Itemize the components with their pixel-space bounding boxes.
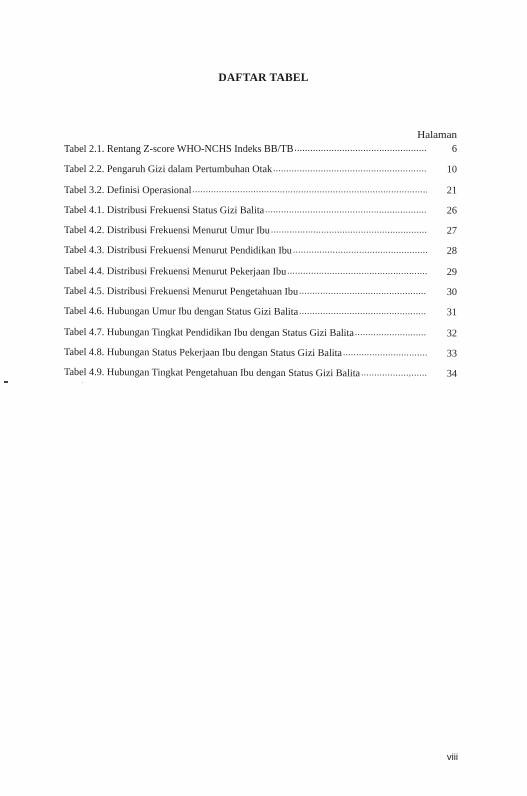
dot-leader	[265, 199, 427, 221]
toc-entry	[64, 139, 457, 159]
toc-entry	[64, 220, 457, 241]
dot-leader	[299, 301, 427, 323]
toc-entry	[64, 240, 457, 261]
toc-entry-page: 32	[446, 328, 458, 340]
toc-entry-page: 26	[446, 205, 458, 217]
scan-speck	[409, 376, 410, 377]
dot-leader	[361, 363, 427, 385]
toc-entry	[64, 301, 457, 323]
toc-entry-label: Tabel 4.4. Distribusi Frekuensi Menurut Pekerjaan Ibu	[63, 265, 287, 278]
scan-speck	[415, 374, 416, 375]
toc-entry	[64, 159, 457, 180]
toc-entry-label: Tabel 4.2. Distribusi Frekuensi Menurut Umur Ibu	[63, 225, 270, 237]
toc-entry-label: Tabel 4.8. Hubungan Status Pekerjaan Ibu dengan Status Gizi Balita	[63, 346, 342, 360]
dot-leader	[192, 179, 427, 201]
scan-margin-mark	[4, 381, 8, 383]
toc-entry-page: 34	[446, 368, 458, 380]
dot-leader	[293, 240, 427, 262]
table-list	[64, 139, 457, 383]
toc-entry-page: 33	[446, 348, 458, 360]
toc-entry-page: 27	[446, 225, 458, 237]
dot-leader	[299, 281, 427, 303]
toc-entry-label: Tabel 4.6. Hubungan Umur Ibu dengan Status Gizi Balita	[63, 306, 299, 319]
toc-entry-page: 10	[446, 164, 458, 176]
dot-leader	[271, 220, 427, 242]
toc-entry-page: 29	[446, 266, 458, 278]
toc-entry	[64, 261, 457, 282]
toc-entry-page: 21	[446, 184, 458, 196]
dot-leader	[273, 158, 427, 179]
toc-entry-label: Tabel 4.5. Distribusi Frekuensi Menurut Pengetahuan Ibu	[63, 286, 299, 298]
toc-entry	[64, 200, 457, 221]
dot-leader	[294, 138, 427, 159]
toc-entry	[64, 362, 457, 384]
toc-entry-label: Tabel 4.3. Distribusi Frekuensi Menurut Pendidikan Ibu	[63, 245, 292, 257]
dot-leader	[287, 260, 427, 282]
dot-leader	[343, 342, 427, 364]
page-column-header: Halaman	[417, 129, 457, 141]
toc-entry	[64, 281, 457, 302]
toc-entry-page: 30	[446, 287, 458, 299]
toc-entry-page: 31	[446, 307, 458, 319]
toc-entry-label: Tabel 2.2. Pengaruh Gizi dalam Pertumbuhan Otak	[63, 164, 273, 176]
scan-speck	[82, 382, 83, 383]
toc-entry	[64, 322, 457, 344]
toc-entry-label: Tabel 3.2. Definisi Operasional	[63, 184, 192, 196]
toc-entry	[64, 342, 457, 364]
toc-entry-label: Tabel 4.9. Hubungan Tingkat Pengetahuan Ibu dengan Status Gizi Balita	[63, 367, 361, 380]
page-number: viii	[446, 752, 458, 763]
toc-entry	[64, 180, 457, 201]
toc-entry-page: 6	[451, 144, 457, 155]
toc-entry-label: Tabel 4.7. Hubungan Tingkat Pendidikan Ibu dengan Status Gizi Balita	[63, 326, 354, 339]
toc-entry-page: 28	[446, 246, 458, 258]
toc-entry-label: Tabel 2.1. Rentang Z-score WHO-NCHS Indeks BB/TB	[64, 144, 294, 155]
dot-leader	[355, 322, 427, 344]
page-title: DAFTAR TABEL	[218, 72, 309, 84]
toc-entry-label: Tabel 4.1. Distribusi Frekuensi Status Gizi Balita	[63, 204, 265, 217]
